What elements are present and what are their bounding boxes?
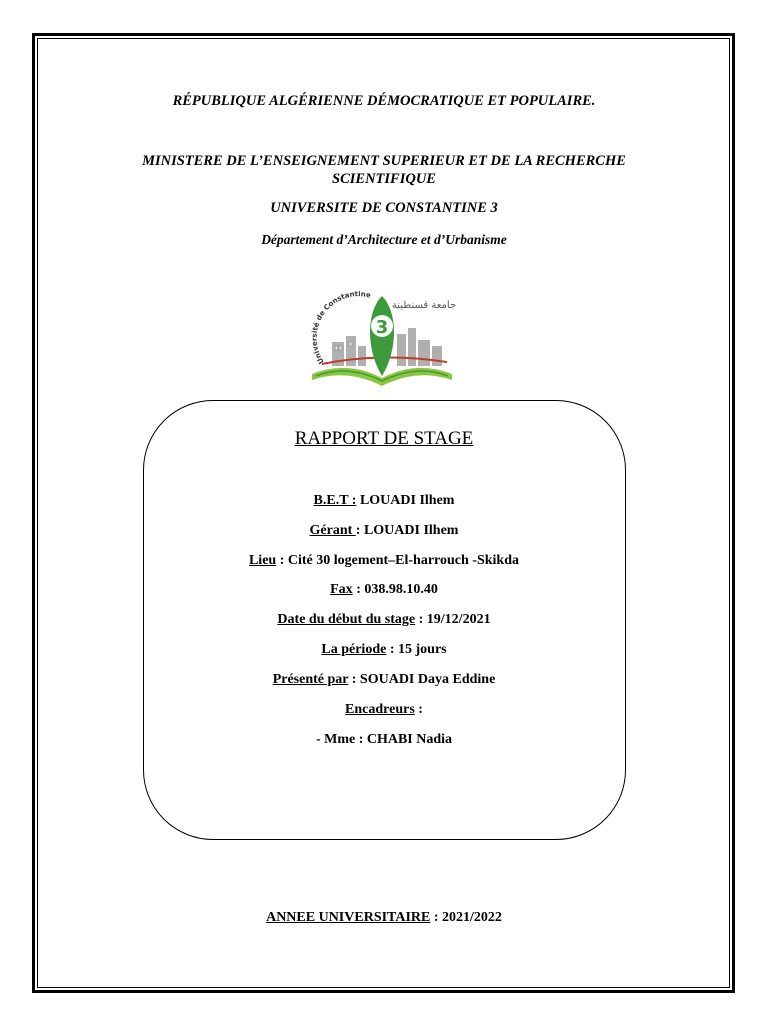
supervisor-name: - Mme : CHABI Nadia: [315, 732, 453, 747]
field-supervisors: [0, 702, 768, 718]
field-value: : 038.98.10.40: [352, 582, 438, 597]
ministry-line-2: SCIENTIFIQUE: [332, 171, 436, 187]
field-value: : SOUADI Daya Eddine: [348, 672, 496, 687]
logo-arabic-text: جامعة قسنطينة: [391, 300, 457, 311]
field-value: : 19/12/2021: [415, 612, 491, 627]
logo-number: 3: [375, 317, 389, 338]
republic-heading: RÉPUBLIQUE ALGÉRIENNE DÉMOCRATIQUE ET POPULAIRE.: [172, 93, 596, 109]
field-label: B.E.T :: [313, 493, 357, 508]
field-value: :: [414, 702, 423, 717]
university-heading: UNIVERSITE DE CONSTANTINE 3: [270, 200, 498, 216]
field-value: : Cité 30 logement–El-harrouch -Skikda: [276, 553, 520, 568]
academic-year: [0, 910, 768, 926]
ministry-line-1: MINISTERE DE L’ENSEIGNEMENT SUPERIEUR ET DE LA RECHERCHE: [142, 153, 626, 169]
field-lieu: [0, 553, 768, 569]
field-period: [0, 642, 768, 658]
field-start-date: [0, 612, 768, 628]
university-logo: [302, 290, 462, 390]
field-label: Date du début du stage: [277, 612, 416, 627]
field-value: : 15 jours: [386, 642, 447, 657]
field-label: Fax: [330, 582, 353, 597]
logo-arc-text: Université de Constantine: [310, 290, 372, 366]
field-bet: [0, 493, 768, 509]
report-title: RAPPORT DE STAGE: [294, 428, 474, 449]
field-label: Lieu: [248, 553, 277, 568]
field-value: : LOUADI Ilhem: [355, 523, 459, 538]
department-heading: Département d’Architecture et d’Urbanisme: [261, 232, 507, 247]
field-label: La période: [321, 642, 387, 657]
field-gerant: [0, 523, 768, 539]
field-label: Présenté par: [272, 672, 349, 687]
year-label: ANNEE UNIVERSITAIRE: [266, 910, 431, 925]
year-value: : 2021/2022: [430, 910, 502, 925]
field-label: Gérant: [309, 523, 356, 538]
field-value: LOUADI Ilhem: [356, 493, 455, 508]
field-presented-by: [0, 672, 768, 688]
field-fax: [0, 582, 768, 598]
ministry-heading: [0, 152, 768, 188]
field-label: Encadreurs: [345, 702, 415, 717]
